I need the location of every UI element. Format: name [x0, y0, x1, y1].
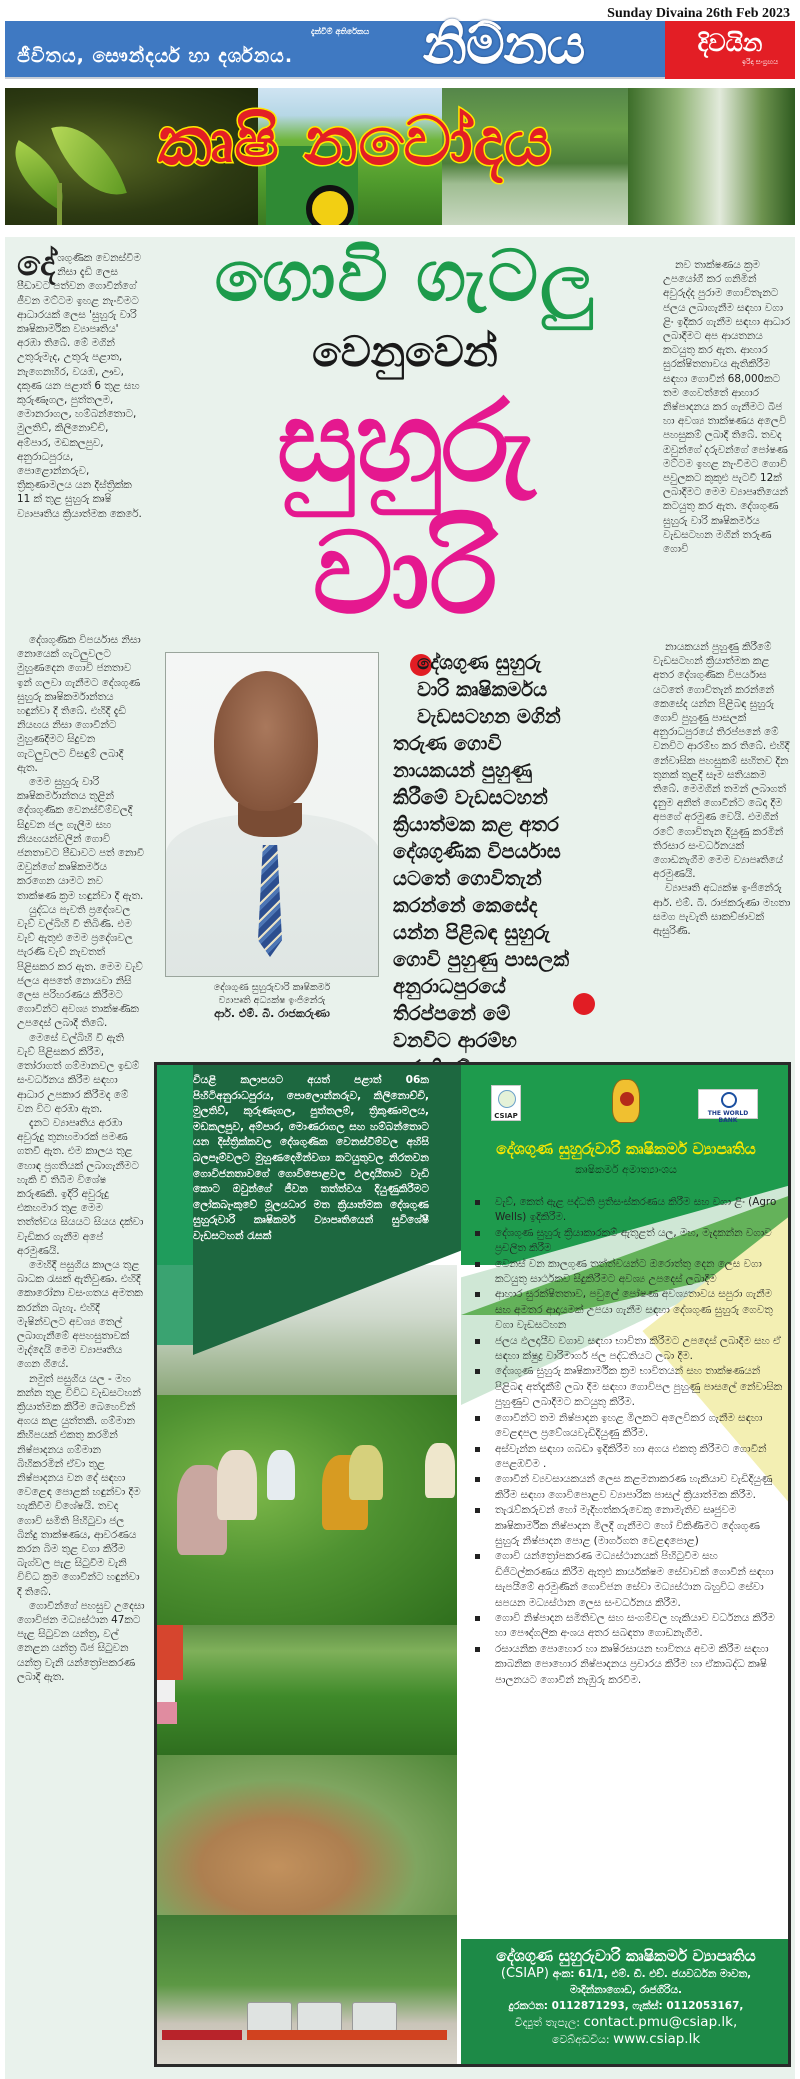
csiap-logo: CSIAP	[491, 1085, 521, 1121]
ad-contact-block	[461, 1939, 791, 2064]
ad-bullet-list	[473, 1195, 783, 1688]
maize-field-farmers-photo	[157, 1395, 457, 1625]
tagline: ජීවිතය, සෞන්දර්ය හා දර්ශනය.	[17, 45, 294, 67]
globe-icon	[498, 1090, 516, 1108]
paper-subtitle: ඉරිදා සංග්‍රහය	[741, 58, 779, 66]
contact-email: විද්‍යුත් තැපැල: contact.pmu@csiap.lk,	[514, 2014, 738, 2030]
ad-accent-band	[157, 1065, 193, 1270]
paragraph: ව්‍යාපෘති අධ්‍යක්ෂ ඉංජිනේරු ආර්. එම්. බී. රාජකරුණා මහතා සමග පැවැති සාකච්ඡාවක් ඇසුරිණි.	[653, 882, 791, 938]
paragraph: මෙම සුහුරු වාරි කෘෂිකර්මාන්තය තුළින් දේශගුණික වෙනස්වීම්වලදී සිදුවන ජල ගැලීම සහ නියඟයන්වලින් ගොවි ජනතාවට පීඩාවට පත් නොවී ඔවුන්ගේ කෘෂිකර්මය කරගෙන යාමට නව තාක්ෂණ ක්‍රම හඳුන්වා දී ඇත.	[17, 776, 145, 902]
list-item: ජලය ඵලදායීව වගාව සඳහා භාවිතා කිරීමට උපදෙස් ලබාදීම සහ ඒ සඳහා ක්ෂුද්‍ර වාරිමාර්ග ජල පද්ධතියට ලබා දීම.	[473, 1334, 783, 1365]
harvester-shape	[352, 2002, 397, 2032]
supplement-brand: නිම්නය	[423, 13, 585, 76]
ad-photo-column	[157, 1065, 461, 2064]
article	[5, 237, 795, 2079]
paragraph: දැනට ව්‍යාපෘතිය අරඹා අවුරුදු තුනහමාරක් පමණ ගතවී ඇත. එම කාලය තුළ හොඳ ප්‍රගතියක් ලබාගැනීමට හැකි වී තිබීම විශේෂ කරුණකි. ඉදිරි අවුරුදු එකහමාර තුළ මෙම තත්ත්වය සියයට සියය දක්වා වැඩිකර ගැනීම අපේ අරමුණයි.	[17, 1116, 144, 1257]
ad-subtitle: කෘෂිකර්ම අමාත්‍යාංශය	[575, 1163, 677, 1176]
ad-info-column	[461, 1065, 791, 2064]
portrait-photo	[165, 652, 379, 977]
paper-logo	[665, 21, 795, 79]
section-banner	[5, 88, 795, 225]
list-item: ගොවීන් ව්‍යවසායකයන් ලෙස කළමනාකරණ හැකියාව වැඩිදියුණු කිරීම සඳහා ගොවිපොළව ව්‍යාපාරික පාසල් ක්‍රියාත්මක කිරීම.	[473, 1472, 783, 1503]
intro-paragraph: දේශගුණික වෙනස්වීම නිසා දැඩි ලෙස පීඩාවට පත්වන ගොවීන්ගේ ජීවන මට්ටම ඉහළ නැංවීමට ආධාරයක් ලෙස 'සුහුරු වාරි කෘෂිකාර්මික ව්‍යාපෘතිය' අරඹා තිබේ. මේ මගින් උතුරුමැද, උතුරු පළාත, නැගෙනහිර, වයඹ, ඌව, දකුණ යන පළාත් 6 තුළ සහ කුරුණෑගල, පුත්තලම, මොනරාගල, හම්බන්තොට, මුලතිව්, කිලිනොච්චි, අම්පාර, මඩකලපුව, අනුරාධපුරය, පොළොන්නරුව, ත්‍රිකුණාමලය යන දිස්ත්‍රික්ක 11 ක් තුළ සුහුරු කෘෂි ව්‍යාපෘතිය ක්‍රියාත්මක කෙරේ.	[17, 244, 142, 520]
head-shape	[214, 671, 318, 811]
list-item: තැරැව්කරුවන් හෝ මැදිහත්කරුවෙකු නොමැතිව සෘජුවම කෘෂිකාර්මික නිෂ්පාදන මිලදී ගැනීමට හෝ විකිණීමට දේශගුණ සුහුරු නිෂ්පාදන පොළ (මාර්ගගත වෙළඳපොළ)	[473, 1503, 783, 1549]
paragraph: යුද්ධය පැවති ප්‍රදේශවල වැව් වල්බිහි වී තිබිණි. එම වැව් ඇතුළු මෙම ප්‍රදේශවල පැරණි වැව් නැවතත් පිළිසකර කර ඇත. මෙම වැව් ජලය අපතේ නොයවා නිසි ලෙස පරිහරණය කිරීමට ගොවීන්ට අවශ්‍ය තාක්ෂණික උපදෙස් ලබාදී තිබේ.	[17, 903, 143, 1030]
headline-line-1: ගොවි ගැටලු	[214, 235, 596, 317]
paragraph: මෙහිදී පසුගිය කාලය තුළ බාධක රැසක් ඇතිවුණා. එහිදී කොරෝනා වසංගතය අමතක කරන්න බැහැ. එහිදී මැෂින්වලට අවශ්‍ය තෙල් ලබාගැනීමේ අපහසුතාවක් මැද්දෙයි මෙම ව්‍යාපෘතිය ගෙන ගියේ.	[17, 1258, 143, 1371]
quote-close-icon	[573, 993, 595, 1015]
list-item: ගොවීන්ට තම නිෂ්පාදන ඉහළ මිලකට අලෙවිකර ගැනීම සඳහා වෙළඳපල ප්‍රවේශයවැඩිදියුණු කිරීම.	[473, 1411, 783, 1442]
harvester-shape	[247, 2002, 292, 2032]
contact-address-2: මාදින්නාගොඩ, රාජගිරිය.	[569, 1984, 682, 1996]
list-item: වෙනස් වන කාලගුණ තත්ත්වයන්ට ඔරොත්තු දෙන ලෙස වගා කටයුතු සාර්ථකව සිදුකිරීමට අවශ්‍ය උපදෙස් ලබාදීම	[473, 1257, 783, 1288]
list-item: ගොවි යන්ත්‍රෝපකරණ මධ්‍යස්ථානයක් පිහිටුවීම සහ ඩිජිටල්කරණය කිරීම ඇතුළු කාර්යක්ෂම සේවාවක් ගොවීන් සඳහා සැපයීමේ අරමුණින් ගොවිජන සේවා මධ්‍යස්ථාන බහුවිධ සේවා සපයන මධ්‍යස්ථාන ලෙස සංවර්ධනය කිරීම.	[473, 1549, 783, 1611]
article-column-intro	[17, 244, 145, 521]
wheel-shape	[306, 185, 354, 225]
list-item: ආහාර සුරක්ෂිතතාව, පවුලේ පෝෂණ අවශ්‍යතාවය සපුරා ගැනීම සහ අමතර ආදායමක් උපයා ගැනීම සඳහා දේශගුණ සුහුරු ගෙවතු වගා වැඩසටහන	[473, 1287, 783, 1333]
headline-line-4: වාරි	[312, 509, 498, 639]
ad-title: දේශගුණ සුහුරුවාරි කෘෂිකර්ම ව්‍යාපෘතිය	[496, 1140, 756, 1158]
farmer-figure	[217, 1450, 257, 1520]
worker-figure	[157, 1702, 177, 1724]
transplanter-row	[162, 2030, 242, 2040]
list-item: අස්වැන්න සඳහා ගබඩා ඉදිකිරීම හා අගය එකතු කිරීමට ගොවීන් පෙළඹවීම .	[473, 1442, 783, 1473]
contact-address: (CSIAP) අංක: 61/1, එම්. ඩී. එච්. ජයවර්ධන මාවත,	[500, 1966, 752, 1981]
list-item: ගොවි නිෂ්පාදන සමිතිවල සහ සංගම්වල හැකියාව වර්ධනය කිරීම හා පෞද්ගලික අංශය අතර සබඳතා ගොඩනැගීම.	[473, 1611, 783, 1642]
paragraph: නායකයන් පුහුණු කිරීමේ වැඩසටහන් ක්‍රියාත්මක කළ අතර දේශගුණික විපර්යාස යටතේ ගොවිතැන් කරන්නේ කෙසේද යන්න පිළිබඳ සුහුරු ගොවි පුහුණු පාසලක් අනුරාධපුරයේ තිරප්පනේ මේ වනවිට ආරම්භ කර තිබේ. එහිදී නේවාසික පහසුකම් සහිතව දින තුනක් තුළදී සෑම සතියකම තිබේ. මෙමගින් තමන් ලබාගත් දැනුම අනිත් ගොවීන්ට බෙදා දීම අපගේ අරමුණ වෙයි. එමගින් රටේ ගොවිතැන දියුණු කරමින් තිරසාර සංවර්ධනයක් ගොඩනැගීම මෙම ව්‍යාපෘතියේ අරමුණයි.	[653, 641, 790, 881]
paragraph: ගොවීන්ගේ පහසුව උදෙසා ගොවිජන මධ්‍යස්ථාන 47කට පැළ සිටුවන යන්ත්‍ර, වල් නෙළන යන්ත්‍ර බීජ සිටුවන යන්ත්‍ර වැනි යන්ත්‍රෝපකරණ ලබාදී ඇත.	[17, 1599, 145, 1683]
paragraph: නව තාක්ෂණය ක්‍රම උපයෝගී කර ගනිමින් අවුරුද්ද පුරාම ගොවිතැනට ජලය ලබාගැනීම සඳහා වගා ළිං ඉදිකර ගැනීම සඳහා ආධාර ලබාදීමට අප ආයතනය කටයුතු කර ඇත. ආහාර සුරක්ෂිතතාවය ඇතිකිරීම සඳහා ගොවීන් 68,000කට තම ගෙවත්තේ ආහාර නිෂ්පාදනය කර ගැනීමට බීජ හා අවශ්‍ය තාක්ෂණය අලෙවි පහසුකම් ලබාදී තිබේ. තවද ඔවුන්ගේ දරුවන්ගේ පෝෂණ මට්ටම ඉහළ නැංවීමට ගොවි පවුලකට කුකුළු පැටවී 12ක් ලබාදීමට මෙම ව්‍යාපෘතියෙන් කටයුතු කර ඇත. දේශගුණ සුහුරු වාරි කෘෂිකර්මය වැඩසටහන මගින් තරුණ ගොවි	[663, 259, 791, 556]
paragraph: මෙසේ වල්බිහි වී ඇති වැව් පිළිසකර කිරීම, තෝරාගත් ගම්මානවල ඉඩම් සංවර්ධනය කිරීම සඳහා ආධාර උපකාර කිරීමද මේ වන විට අරඹා ඇත.	[17, 1031, 140, 1115]
csiap-advertisement	[154, 1062, 791, 2067]
ad-accent-band	[157, 1265, 193, 1345]
machine-row	[247, 2030, 447, 2040]
list-item: දේශගුණ සුහුරු කෘෂිකාර්මික ක්‍රම භාවිතයන් සහ තාක්ෂණයන් පිළිබඳ අත්දැකීම් ලබා දීම සඳහා ගොවිපල පුහුණු පාසලේ නේවාසික පුහුණුව ලබාදීමට කටයුතු කිරීම.	[473, 1364, 783, 1410]
worker-figure	[157, 1625, 183, 1680]
world-bank-logo: THE WORLD BANK	[698, 1089, 758, 1119]
land-development-road-photo	[157, 1755, 457, 1915]
article-column-right	[663, 258, 791, 556]
globe-icon	[721, 1092, 737, 1108]
farm-machinery-photo	[157, 1915, 457, 2067]
contact-website: වෙබ්අඩවිය: www.csiap.lk	[551, 2031, 701, 2047]
list-item: රසායනික පොහොර හා කෘෂිරසායන භාවිතය අවම කිරීම සඳහා කාබනික පොහොර නිෂ්පාදනය ප්‍රචාරය කිරීම හා ඒකාබද්ධ කෘෂි පාලනයට ගොවීන් නැඹුරු කරවීම.	[473, 1642, 783, 1688]
ad-logos	[461, 1085, 791, 1145]
headline-line-2: වෙනුවෙන්	[312, 327, 498, 376]
nursery-workers-photo	[157, 1625, 457, 1755]
list-item: දේශගුණ සුහුරු ක්‍රියාකාරකම් ඇතුළත් යල, මහ, මැදකන්න වගාව ප්‍රචලිත කිරීම	[473, 1226, 783, 1257]
wooden-ladder-photo	[628, 88, 795, 225]
farmer-figure	[349, 1445, 383, 1500]
farmer-figure	[425, 1443, 455, 1498]
pull-quote: දේශගුණ සුහුරු වාරි කෘෂිකර්මය වැඩසටහන මගින් තරුණ ගොවි නායකයන් පුහුණු කිරීමේ වැඩසටහන් ක්‍රියාත්මක කළ අතර දේශගුණික විපර්යාස යටතේ ගොවිතැන් කරන්නේ කෙසේද යන්න පිළිබඳ සුහුරු ගොවි පුහුණු පාසලක් අනුරාධපුරයේ තිරප්පනේ මේ වනවිට ආරම්භ	[393, 651, 570, 1052]
fax-number: 0112053167,	[666, 2000, 744, 2012]
ad-intro-text: වියළි කලාපයට අයත් පළාත් 06ක පිහිටිඅනුරාධපුරය, පොලොන්නරුව, කිලිනොච්චි, මුලතිව්, කුරුණෑගල, පුත්තලම්, ත්‍රිකුණාමලය, මඩකලපුව, අම්පාර, මොණරාගල සහ හම්බන්තොට යන දිස්ත්‍රික්කවල දේශගුණික වෙනස්වීම්වල අහිසි බලපෑම්වලට මුහුණදෙමින්වගා කටයුතුවල නිරතවන ගොවිජනතාවගේ ගොවිපොළවල ඵලදායීතාව වැඩි කොට ඔවුන්ගේ ජීවන තත්ත්වය දියුණුකිරීමට ලෝකබැංකුවේ මූලයධාර මත ක්‍රියාත්මක දේශගුණ සුහුරුවාරි කෘෂිකර්ම ව්‍යාපෘතියෙන් සුවිශේෂී වැඩසටහන් රැසක්	[193, 1074, 429, 1242]
sri-lanka-emblem-logo	[612, 1079, 640, 1123]
headline-line-3: සුහුරු	[276, 377, 534, 507]
article-column-right-lower	[653, 640, 791, 938]
phone-number: 0112871293,	[551, 2000, 629, 2012]
stem-shape	[57, 183, 62, 225]
paragraph: දේශගුණික විපර්යාස නිසා නොයෙක් ගැටලුවලට මුහුණදෙන ගොවි ජනතාව ඉන් ගලවා ගැනීමට දේශගුණ සුහුරු කෘෂිකර්මාන්තය හඳුන්වා දී තිබේ. එහිදී දැඩි නියඟය නිසා ගොවීන්ට මුහුණදීමට සිදුවන ගැටලුවලට විසඳුම් ලබාදී ඇත.	[17, 634, 141, 774]
dateline: Sunday Divaina 26th Feb 2023	[607, 6, 790, 21]
drop-cap: දේ	[17, 244, 56, 284]
portrait-caption: දේශගුණ සුහුරුවාරි කෘෂිකර්ම ව්‍යාපෘති අධ්‍යක්ෂ ඉංජිනේරු ආර්. එම්. බී. රාජකරුණා	[165, 981, 379, 1020]
harvester-shape	[297, 2002, 342, 2032]
contact-phone-fax: දුරකථන: 0112871293, ෆැක්ස්: 0112053167,	[508, 2000, 744, 2012]
worker-figure	[157, 1680, 175, 1702]
banner-title: කෘෂි නවෝදය	[158, 103, 553, 180]
emblem-lion-icon	[620, 1092, 634, 1106]
paragraph: නමුත් පසුගිය යල - මහ කන්න තුළ විවිධ වැඩසටහන් ක්‍රියාත්මක කිරීම බෙහෙවින් අගය කළ යුත්තකි. ගම්මාන කිහිපයක් එකතු කරමින් නිෂ්පාදනය ගම්මාන බිහිකරමින් ඒවා තුළ නිෂ්පාදනය වන දේ සඳහා වෙළෙඳ පොළක් හඳුන්වා දීම හැකිවීම විශේෂයි. තවද ගොවි සමිති පිහිටුවා ජල බින්දු තාක්ෂණය, ආවරණය කරන බිම තුළ වගා කිරීම බැග්වල පැළ සිටුවීම වැනි විවිධ ක්‍රම ගොවීන්ට හඳුන්වා දී තිබේ.	[17, 1372, 141, 1598]
caption-name: ආර්. එම්. බී. රාජකරුණා	[214, 1007, 330, 1020]
article-column-left	[17, 633, 145, 1684]
contact-title: දේශගුණ සුහුරුවාරි කෘෂිකර්ම ව්‍යාපෘතිය	[496, 1947, 756, 1965]
list-item: වැව්, කෙත් ඇළ පද්ධති ප්‍රතිසංස්කරණය කිරීම සහ වගා ළිං (Agro Wells) ඉදිකිරීම.	[473, 1195, 783, 1226]
website-link[interactable]: www.csiap.lk	[613, 2031, 701, 2047]
supplement-label: දැන්වීම් අතිරේකය	[311, 27, 370, 36]
email-link[interactable]: contact.pmu@csiap.lk,	[583, 2014, 738, 2030]
paper-name: දිවයින	[697, 29, 763, 57]
farmer-figure	[267, 1450, 295, 1500]
